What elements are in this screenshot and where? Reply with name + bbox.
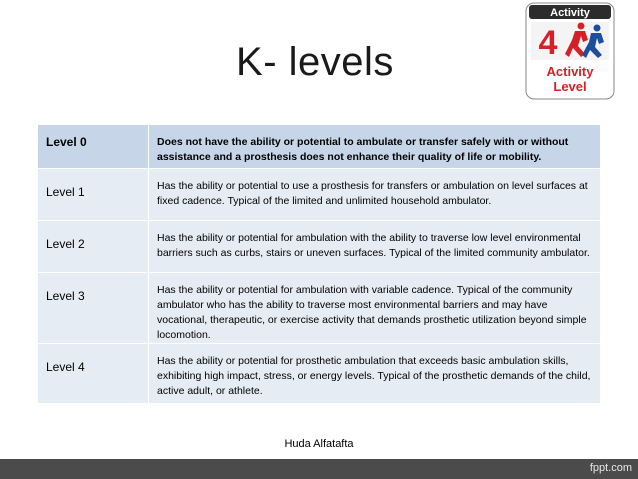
watermark-link[interactable]: fppt.com (589, 462, 632, 474)
description-cell: Has the ability or potential for ambulation with variable cadence. Typical of the community ambulator who has the ability to traverse most environmental barriers and may have vocational, therapeutic, or exercise activity that demands prosthetic utilization beyond simple locomotion. (149, 273, 601, 344)
description-cell: Has the ability or potential to use a prosthesis for transfers or ambulation on level surfaces at fixed cadence. Typical of the limited and unlimited household ambulator. (149, 169, 601, 221)
description-cell: Has the ability or potential for ambulation with the ability to traverse low level environmental barriers such as curbs, stairs or uneven surfaces. Typical of the limited community ambulator. (149, 221, 601, 273)
level-cell: Level 4 (38, 344, 149, 404)
logo-number: 4 (538, 24, 558, 62)
description-cell: Has the ability or potential for prosthetic ambulation that exceeds basic ambulation skills, exhibiting high impact, stress, or energy levels. Typical of the prosthetic demands of the child, active adult, or athlete. (149, 344, 601, 404)
logo-line2: Level (553, 79, 587, 94)
table-row (38, 344, 601, 404)
level-cell: Level 0 (38, 125, 149, 169)
k-levels-table (37, 124, 601, 404)
slide-title: K- levels (236, 40, 394, 84)
table-row (38, 125, 601, 169)
level-cell: Level 3 (38, 273, 149, 344)
logo-top-text: Activity (550, 7, 590, 19)
table-row (38, 273, 601, 344)
description-cell: Does not have the ability or potential to ambulate or transfer safely with or without assistance and a prosthesis does not enhance their quality of life or mobility. (149, 125, 601, 169)
table-row (38, 169, 601, 221)
activity-level-logo (525, 2, 615, 100)
bottom-band (0, 459, 638, 479)
table-row (38, 221, 601, 273)
logo-line1: Activity (546, 64, 594, 79)
level-cell: Level 1 (38, 169, 149, 221)
author-footer: Huda Alfatafta (284, 438, 354, 450)
level-cell: Level 2 (38, 221, 149, 273)
